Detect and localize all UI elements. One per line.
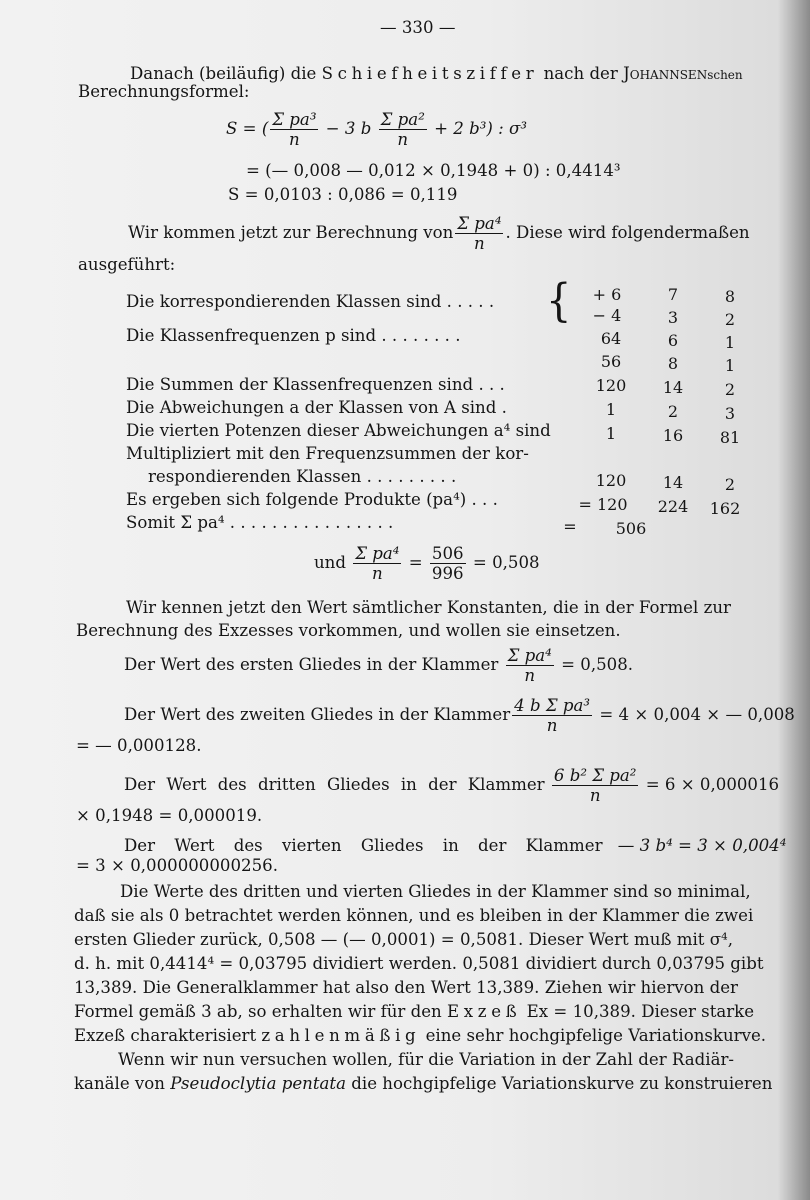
table-cell: 8 bbox=[724, 287, 736, 306]
term3-text: Der Wert des dritten Gliedes in der Klammer bbox=[124, 775, 545, 795]
intro-term: Schiefheitsziffer bbox=[321, 64, 539, 83]
intro-line-2: Berechnungsformel: bbox=[78, 82, 250, 101]
para3-line-1: Wenn wir nun versuchen wollen, für die Variation in der Zahl der Radiär- bbox=[118, 1050, 735, 1069]
term3-line-2: × 0,1948 = 0,000019. bbox=[76, 806, 263, 825]
table-label-sums: Die Summen der Klassenfrequenzen sind . . . bbox=[126, 375, 505, 394]
intro-text: Danach (beiläufig) die bbox=[130, 64, 322, 83]
table-cell: 56 bbox=[600, 352, 622, 371]
compute-intro-line-1 bbox=[128, 214, 750, 253]
term3-result: = 6 × 0,000016 bbox=[645, 775, 780, 795]
term2-text: Der Wert des zweiten Gliedes in der Klammer bbox=[124, 705, 511, 725]
para2-line-6 bbox=[74, 1004, 754, 1021]
para2-term: Exzeß bbox=[447, 1002, 522, 1021]
para2-line-1: Die Werte des dritten und vierten Gliedes in der Klammer sind so minimal, bbox=[120, 882, 751, 901]
compute-intro-frac bbox=[455, 214, 503, 253]
species-name: Pseudoclytia pentata bbox=[170, 1074, 346, 1093]
formula-s-left: S = ( bbox=[226, 119, 269, 139]
table-cell: = 120 bbox=[578, 495, 628, 514]
curly-brace: { bbox=[546, 275, 572, 327]
frac-numerator: Σ pa⁴ bbox=[507, 646, 552, 665]
para2-line-2: daß sie als 0 betrachtet werden können, und es bleiben in der Klammer die zwei bbox=[74, 906, 754, 925]
term4-result: — 3 b⁴ = 3 × 0,004⁴ bbox=[617, 836, 787, 855]
para2-text-post: eine sehr hochgipfelige Variationskurve. bbox=[420, 1026, 767, 1045]
page-number: — 330 — bbox=[380, 18, 456, 37]
formula-s-line-3: S = 0,0103 : 0,086 = 0,119 bbox=[228, 185, 458, 204]
para3-line-2 bbox=[74, 1076, 772, 1093]
para1-line-1: Wir kennen jetzt den Wert sämtlicher Konstanten, die in der Formel zur bbox=[126, 598, 731, 617]
frac-numerator: Σ pa³ bbox=[272, 110, 317, 129]
para2-text-post: Ex = 10,389. Dieser starke bbox=[521, 1002, 755, 1021]
und-frac-2 bbox=[430, 544, 466, 583]
table-cell: 64 bbox=[600, 329, 622, 348]
frac-denominator: n bbox=[552, 785, 639, 805]
para3-text-post: die hochgipfelige Variationskurve zu konstruieren bbox=[346, 1074, 773, 1093]
intro-text-mid: nach der bbox=[538, 64, 624, 83]
table-cell: 224 bbox=[657, 497, 689, 516]
table-cell: 14 bbox=[662, 378, 684, 397]
frac-denominator: n bbox=[379, 129, 427, 149]
frac-numerator: 6 b² Σ pa² bbox=[553, 766, 637, 785]
frac-denominator: n bbox=[455, 233, 503, 253]
table-cell: 1 bbox=[724, 356, 736, 375]
term4-line-2: = 3 × 0,000000000256. bbox=[76, 856, 278, 875]
frac-numerator: Σ pa⁴ bbox=[355, 544, 400, 563]
und-equation: und $\frac{\text{Σ pa⁴}}{n}$ = $\frac{506}{996}$ = 0,508 bbox=[314, 544, 540, 584]
table-cell: 81 bbox=[719, 428, 741, 447]
table-cell: 3 bbox=[724, 404, 736, 423]
table-cell: − 4 bbox=[592, 306, 622, 325]
und-word: und bbox=[314, 553, 346, 573]
frac-denominator: n bbox=[506, 665, 554, 685]
formula-s-line-2: = (— 0,008 — 0,012 × 0,1948 + 0) : 0,4414³ bbox=[246, 161, 621, 180]
term4-text: Der Wert des vierten Gliedes in der Klammer bbox=[124, 836, 603, 855]
term2-frac bbox=[512, 696, 592, 735]
frac-numerator: 4 b Σ pa³ bbox=[514, 696, 591, 715]
table-cell: = bbox=[563, 517, 577, 536]
intro-line-1 bbox=[130, 66, 743, 83]
formula-s-frac-1 bbox=[270, 110, 318, 149]
table-label-classes: Die korrespondierenden Klassen sind . . . . . bbox=[126, 292, 495, 311]
table-cell: 7 bbox=[667, 285, 679, 304]
frac-denominator: n bbox=[353, 563, 401, 583]
table-cell: 120 bbox=[595, 376, 627, 395]
table-cell: 162 bbox=[709, 499, 741, 518]
para1-line-2: Berechnung des Exzesses vorkommen, und wollen sie einsetzen. bbox=[76, 621, 621, 640]
table-cell: 1 bbox=[605, 400, 617, 419]
table-label-frequencies: Die Klassenfrequenzen p sind . . . . . . . . bbox=[126, 326, 461, 345]
para2-line-5: 13,389. Die Generalklammer hat also den Wert 13,389. Ziehen wir hiervon der bbox=[74, 978, 738, 997]
und-frac-1 bbox=[353, 544, 401, 583]
term4-line bbox=[124, 838, 786, 855]
frac-numerator: 506 bbox=[431, 544, 464, 563]
table-cell: 2 bbox=[724, 475, 736, 494]
table-cell: 1 bbox=[605, 424, 617, 443]
term1-frac bbox=[506, 646, 554, 685]
formula-s-tail: + 2 b³) : σ³ bbox=[428, 119, 528, 139]
table-cell: 2 bbox=[724, 380, 736, 399]
term2-result: = 4 × 0,004 × — 0,008 bbox=[599, 705, 795, 725]
und-result: = 0,508 bbox=[472, 553, 540, 573]
formula-s-mid: − 3 b bbox=[320, 119, 377, 139]
table-label-multiplied-cont: respondierenden Klassen . . . . . . . . . bbox=[148, 467, 457, 486]
compute-intro-post: . Diese wird folgendermaßen bbox=[505, 223, 750, 243]
table-label-multiplied: Multipliziert mit den Frequenzsummen der kor- bbox=[126, 444, 529, 463]
intro-suffix: schen bbox=[707, 68, 743, 82]
frac-denominator: 996 bbox=[431, 564, 464, 584]
formula-s-line-1 bbox=[226, 110, 527, 149]
author-name: Johannsen bbox=[623, 64, 708, 83]
para2-line-7 bbox=[74, 1028, 766, 1045]
table-cell: 1 bbox=[724, 333, 736, 352]
term3-frac bbox=[552, 766, 639, 805]
table-cell: 2 bbox=[667, 402, 679, 421]
para2-term: zahlenmäßig bbox=[261, 1026, 421, 1045]
table-cell: 120 bbox=[595, 471, 627, 490]
para2-line-4: d. h. mit 0,4414⁴ = 0,03795 dividiert werden. 0,5081 dividiert durch 0,03795 gibt bbox=[74, 954, 764, 973]
term2-line-2: = — 0,000128. bbox=[76, 736, 202, 755]
para2-line-3: ersten Glieder zurück, 0,508 — (— 0,0001) = 0,5081. Dieser Wert muß mit σ⁴, bbox=[74, 930, 733, 949]
term2-line bbox=[124, 696, 795, 735]
para2-text: Exzeß charakterisiert bbox=[74, 1026, 262, 1045]
term1-line bbox=[124, 646, 633, 685]
compute-intro-line-2: ausgeführt: bbox=[78, 255, 176, 274]
compute-intro-text: Wir kommen jetzt zur Berechnung von bbox=[128, 223, 454, 243]
frac-denominator: n bbox=[512, 715, 592, 735]
table-cell: 3 bbox=[667, 308, 679, 327]
table-cell: 14 bbox=[662, 473, 684, 492]
table-label-fourth-powers: Die vierten Potenzen dieser Abweichungen a⁴ sind bbox=[126, 421, 551, 440]
frac-numerator: Σ pa⁴ bbox=[457, 214, 502, 233]
term1-text: Der Wert des ersten Gliedes in der Klammer bbox=[124, 655, 499, 675]
para2-text: Formel gemäß 3 ab, so erhalten wir für den bbox=[74, 1002, 448, 1021]
table-label-products: Es ergeben sich folgende Produkte (pa⁴) . . . bbox=[126, 490, 498, 509]
frac-denominator: n bbox=[270, 129, 318, 149]
term3-line bbox=[124, 766, 779, 805]
table-cell: 16 bbox=[662, 426, 684, 445]
table-cell: + 6 bbox=[592, 285, 622, 304]
table-cell: 8 bbox=[667, 354, 679, 373]
table-label-deviations: Die Abweichungen a der Klassen von A sind . bbox=[126, 398, 507, 417]
table-cell: 2 bbox=[724, 310, 736, 329]
term1-result: = 0,508. bbox=[561, 655, 634, 675]
table-cell: 506 bbox=[615, 519, 647, 538]
para3-text: kanäle von bbox=[74, 1074, 171, 1093]
frac-numerator: Σ pa² bbox=[380, 110, 425, 129]
table-cell: 6 bbox=[667, 331, 679, 350]
formula-s-frac-2 bbox=[379, 110, 427, 149]
table-label-sum: Somit Σ pa⁴ . . . . . . . . . . . . . . . . bbox=[126, 513, 394, 532]
